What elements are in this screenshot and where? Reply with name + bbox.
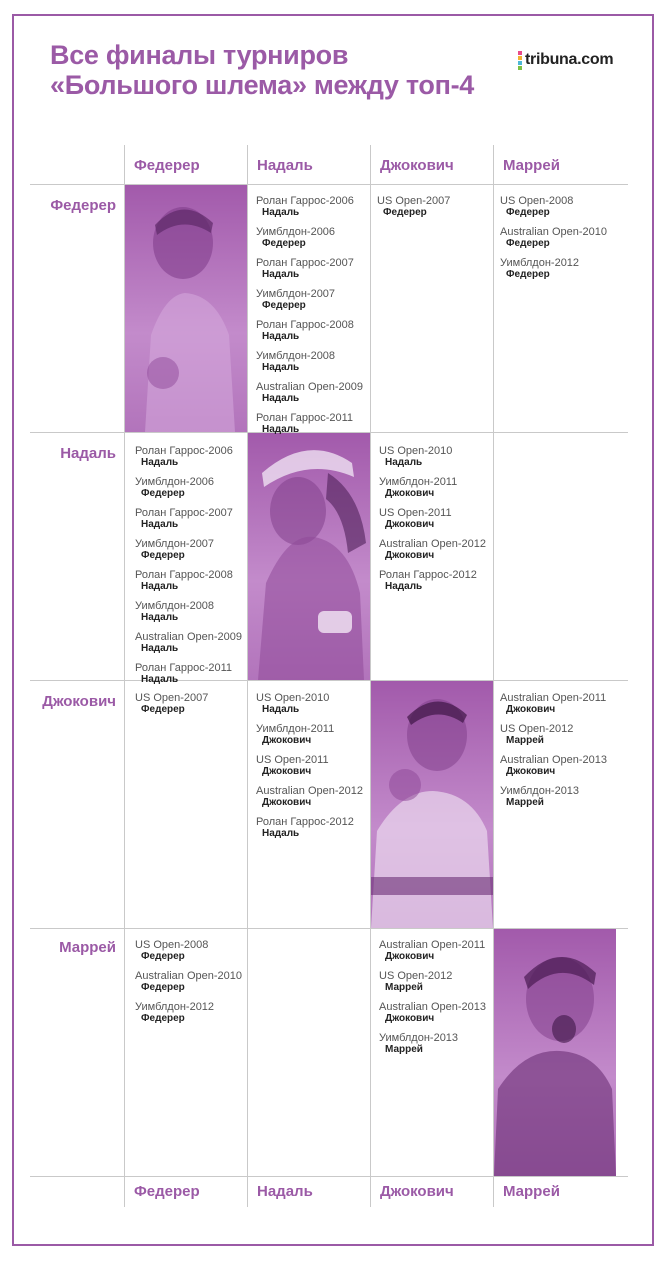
tournament-name: Australian Open-2010 [135, 970, 243, 982]
winner-name: Федерер [141, 1013, 185, 1024]
column-footer-djokovic: Джокович [380, 1183, 454, 1200]
winner-name: Надаль [262, 704, 300, 715]
tournament-name: Ролан Гаррос-2012 [379, 569, 477, 581]
final-entry [256, 816, 374, 840]
winner-name: Надаль [385, 457, 423, 468]
final-entry [256, 692, 374, 716]
final-entry [135, 600, 253, 624]
title-line-2: «Большого шлема» между топ-4 [50, 70, 475, 100]
tournament-name: Ролан Гаррос-2011 [256, 412, 354, 424]
winner-name: Надаль [262, 331, 300, 342]
winner-name: Федерер [262, 300, 306, 311]
winner-name: Надаль [262, 393, 300, 404]
final-entry [379, 970, 497, 994]
final-entry [500, 723, 618, 747]
final-entry [379, 445, 497, 469]
winner-name: Надаль [141, 457, 179, 468]
winner-name: Федерер [262, 238, 306, 249]
tournament-name: Ролан Гаррос-2008 [135, 569, 233, 581]
final-entry [256, 195, 374, 219]
final-entry [135, 476, 253, 500]
winner-name: Федерер [141, 704, 185, 715]
winner-name: Джокович [262, 735, 312, 746]
final-entry [135, 631, 253, 655]
grid-line-row-2 [30, 680, 628, 681]
row-header-federer: Федерер [50, 197, 116, 214]
tournament-name: Уимблдон-2011 [256, 723, 335, 735]
tournament-name: Ролан Гаррос-2006 [256, 195, 354, 207]
title-line-1: Все финалы турниров [50, 40, 349, 70]
winner-name: Федерер [506, 269, 550, 280]
tournament-name: US Open-2007 [135, 692, 209, 704]
winner-name: Джокович [262, 797, 312, 808]
final-entry [379, 538, 497, 562]
final-entry [135, 445, 253, 469]
winner-name: Надаль [385, 581, 423, 592]
photo-murray [494, 929, 616, 1176]
photo-federer [125, 185, 247, 432]
winner-name: Джокович [385, 519, 435, 530]
final-entry [135, 692, 253, 716]
winner-name: Надаль [262, 269, 300, 280]
final-entry [256, 723, 374, 747]
final-entry [256, 226, 374, 250]
cell-murray-vs-djokovic [379, 939, 497, 1063]
final-entry [135, 662, 253, 686]
final-entry [379, 1001, 497, 1025]
tournament-name: Australian Open-2012 [379, 538, 487, 550]
cell-djokovic-vs-federer [135, 692, 253, 723]
final-entry [256, 288, 374, 312]
tournament-name: Australian Open-2013 [500, 754, 608, 766]
column-header-federer: Федерер [134, 157, 200, 174]
final-entry [500, 785, 618, 809]
cell-djokovic-vs-nadal [256, 692, 374, 847]
cell-nadal-vs-djokovic [379, 445, 497, 600]
cell-federer-vs-djokovic [377, 195, 495, 226]
tournament-name: Уимблдон-2006 [256, 226, 336, 238]
final-entry [500, 226, 618, 250]
photo-djokovic [371, 681, 493, 928]
winner-name: Надаль [141, 519, 179, 530]
winner-name: Джокович [262, 766, 312, 777]
page-title [50, 40, 474, 100]
final-entry [135, 538, 253, 562]
grid-line-top [30, 184, 628, 185]
cell-nadal-vs-federer [135, 445, 253, 693]
tournament-name: Australian Open-2009 [256, 381, 364, 393]
final-entry [500, 692, 618, 716]
final-entry [256, 381, 374, 405]
final-entry [135, 569, 253, 593]
winner-name: Надаль [141, 643, 179, 654]
cell-federer-vs-nadal [256, 195, 374, 443]
column-header-murray: Маррей [503, 157, 560, 174]
winner-name: Надаль [262, 828, 300, 839]
tournament-name: US Open-2012 [500, 723, 574, 735]
cell-federer-vs-murray [500, 195, 618, 288]
winner-name: Маррей [385, 982, 423, 993]
winner-name: Маррей [506, 735, 544, 746]
tournament-name: Australian Open-2012 [256, 785, 364, 797]
final-entry [256, 319, 374, 343]
tournament-name: US Open-2011 [379, 507, 452, 519]
tournament-name: Australian Open-2011 [379, 939, 486, 951]
winner-name: Федерер [506, 238, 550, 249]
final-entry [135, 970, 253, 994]
winner-name: Маррей [506, 797, 544, 808]
winner-name: Надаль [262, 362, 300, 373]
winner-name: Джокович [506, 704, 556, 715]
tournament-name: US Open-2007 [377, 195, 451, 207]
tournament-name: US Open-2010 [256, 692, 330, 704]
winner-name: Джокович [506, 766, 556, 777]
final-entry [256, 350, 374, 374]
tournament-name: Australian Open-2011 [500, 692, 607, 704]
tournament-name: Уимблдон-2011 [379, 476, 458, 488]
tournament-name: Ролан Гаррос-2007 [256, 257, 354, 269]
tournament-name: Уимблдон-2012 [135, 1001, 215, 1013]
final-entry [135, 939, 253, 963]
tournament-name: US Open-2012 [379, 970, 453, 982]
tournament-name: Australian Open-2013 [379, 1001, 487, 1013]
winner-name: Маррей [385, 1044, 423, 1055]
player-silhouette-icon [125, 185, 247, 432]
final-entry [135, 507, 253, 531]
logo-mark-icon [518, 51, 522, 69]
column-header-nadal: Надаль [257, 157, 313, 174]
tournament-name: Ролан Гаррос-2011 [135, 662, 233, 674]
winner-name: Надаль [141, 612, 179, 623]
column-footer-murray: Маррей [503, 1183, 560, 1200]
final-entry [379, 569, 497, 593]
player-silhouette-icon [248, 433, 370, 680]
tournament-name: Ролан Гаррос-2008 [256, 319, 354, 331]
tournament-name: Уимблдон-2007 [135, 538, 215, 550]
winner-name: Федерер [383, 207, 427, 218]
tournament-name: US Open-2010 [379, 445, 453, 457]
tournament-name: Ролан Гаррос-2006 [135, 445, 233, 457]
tournament-name: Ролан Гаррос-2012 [256, 816, 354, 828]
winner-name: Надаль [141, 674, 179, 685]
winner-name: Федерер [141, 550, 185, 561]
winner-name: Джокович [385, 1013, 435, 1024]
photo-nadal [248, 433, 370, 680]
column-footer-nadal: Надаль [257, 1183, 313, 1200]
final-entry [500, 257, 618, 281]
winner-name: Надаль [141, 581, 179, 592]
tournament-name: Australian Open-2010 [500, 226, 608, 238]
final-entry [379, 476, 497, 500]
tournament-name: Australian Open-2009 [135, 631, 243, 643]
tribuna-logo[interactable] [518, 50, 613, 70]
final-entry [256, 754, 374, 778]
tournament-name: Ролан Гаррос-2007 [135, 507, 233, 519]
winner-name: Джокович [385, 488, 435, 499]
final-entry [256, 257, 374, 281]
winner-name: Федерер [506, 207, 550, 218]
tournament-name: Уимблдон-2008 [135, 600, 215, 612]
winner-name: Федерер [141, 488, 185, 499]
final-entry [500, 754, 618, 778]
winner-name: Федерер [141, 982, 185, 993]
final-entry [135, 1001, 253, 1025]
final-entry [256, 785, 374, 809]
cell-djokovic-vs-murray [500, 692, 618, 816]
winner-name: Надаль [262, 424, 300, 435]
final-entry [379, 1032, 497, 1056]
tournament-name: US Open-2008 [135, 939, 209, 951]
tournament-name: Уимблдон-2008 [256, 350, 336, 362]
player-silhouette-icon [371, 681, 493, 928]
tournament-name: Уимблдон-2013 [379, 1032, 459, 1044]
winner-name: Надаль [262, 207, 300, 218]
winner-name: Джокович [385, 550, 435, 561]
final-entry [377, 195, 495, 219]
tournament-name: US Open-2008 [500, 195, 574, 207]
tournament-name: Уимблдон-2007 [256, 288, 336, 300]
row-header-djokovic: Джокович [42, 693, 116, 710]
row-header-nadal: Надаль [60, 445, 116, 462]
final-entry [500, 195, 618, 219]
tournament-name: Уимблдон-2006 [135, 476, 215, 488]
logo-text: tribuna.com [525, 51, 614, 68]
final-entry [379, 507, 497, 531]
final-entry [379, 939, 497, 963]
final-entry [256, 412, 374, 436]
winner-name: Федерер [141, 951, 185, 962]
player-silhouette-icon [494, 929, 616, 1176]
grid-line-bottom [30, 1176, 628, 1177]
cell-murray-vs-federer [135, 939, 253, 1032]
tournament-name: US Open-2011 [256, 754, 329, 766]
column-footer-federer: Федерер [134, 1183, 200, 1200]
column-header-djokovic: Джокович [380, 157, 454, 174]
winner-name: Джокович [385, 951, 435, 962]
row-header-murray: Маррей [59, 939, 116, 956]
tournament-name: Уимблдон-2013 [500, 785, 580, 797]
tournament-name: Уимблдон-2012 [500, 257, 580, 269]
